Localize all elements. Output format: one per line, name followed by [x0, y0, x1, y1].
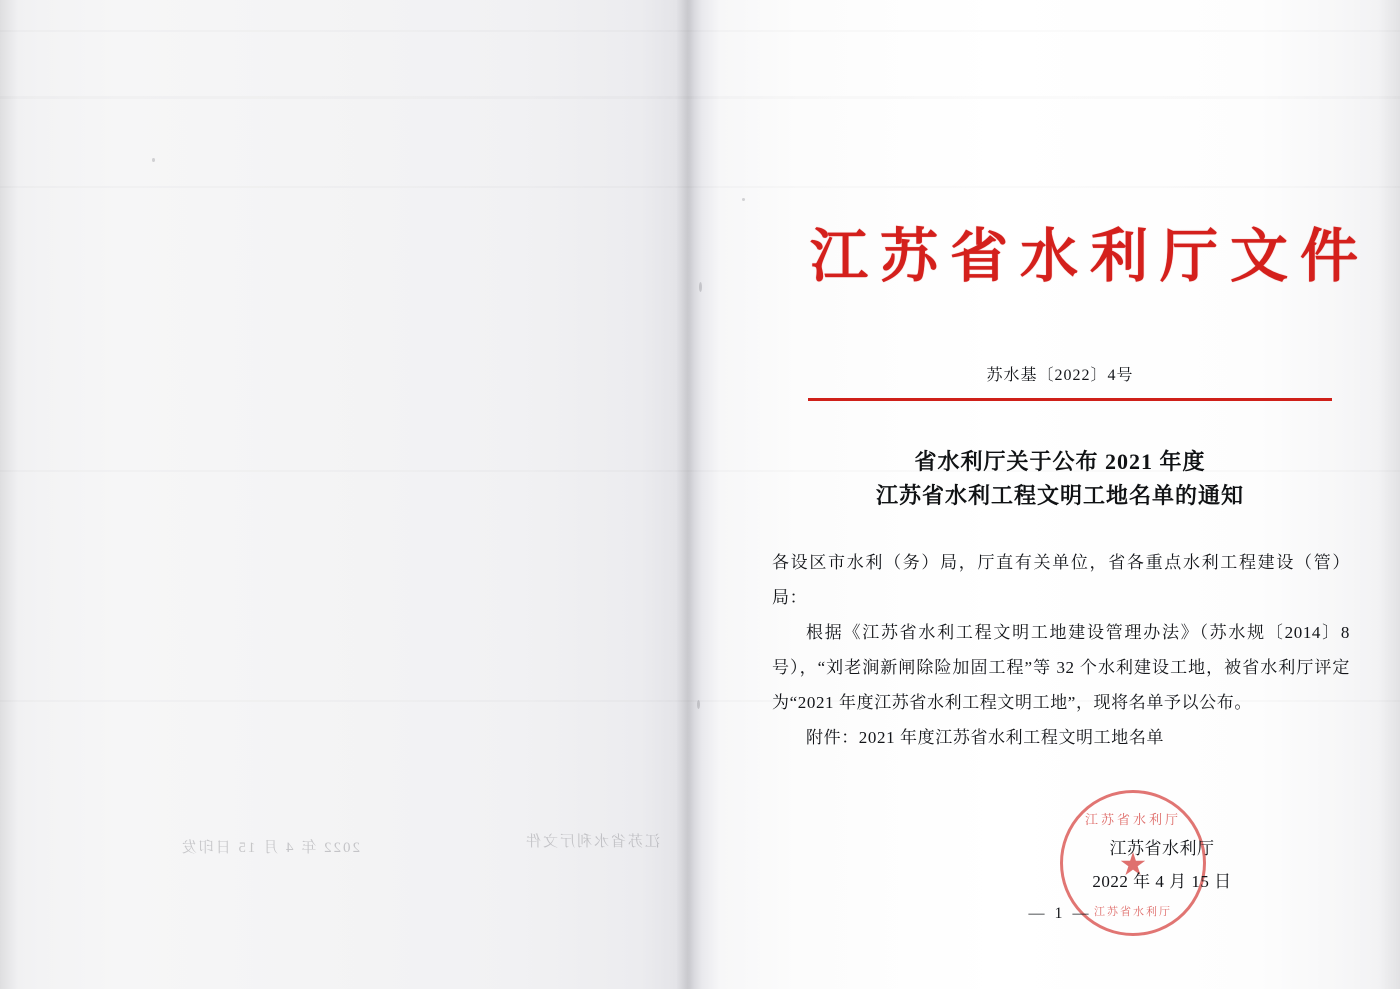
seal-top-text: 江苏省水利厅: [1084, 812, 1181, 827]
scan-speck: [699, 282, 702, 292]
show-through-text: [60, 830, 660, 890]
document-page: [760, 0, 1371, 989]
page-number: — 1 —: [1028, 905, 1092, 922]
document-body: [772, 545, 1350, 755]
show-through-line-2: 2022 年 4 月 15 日印发: [179, 840, 360, 856]
scan-speck: [697, 700, 700, 709]
page-edge-left-shadow: [0, 0, 18, 989]
body-paragraph-1: 根据《江苏省水利工程文明工地建设管理办法》（苏水规〔2014〕8 号），“刘老涧新闸除险加固工程”等 32 个水利建设工地，被省水利厅评定为“2021 年度江苏省水利工程文明工地”，现将名单予以公布。: [772, 623, 1350, 712]
signature-date: 2022 年 4 月 15 日: [1092, 872, 1232, 891]
page-edge-right-shadow: [1378, 0, 1400, 989]
page-title-line-1: 省水利厅关于公布 2021 年度: [914, 449, 1206, 474]
scan-speck: [742, 198, 745, 201]
page-title: [790, 445, 1330, 513]
page-title-line-2: 江苏省水利工程文明工地名单的通知: [875, 483, 1244, 508]
masthead-title: 江苏省水利厅文件: [810, 224, 1371, 289]
signer-name: 江苏省水利厅: [1109, 839, 1215, 858]
seal-star-icon: ★: [1119, 850, 1147, 880]
scan-speck: [152, 158, 155, 162]
page-fold-shadow: [676, 0, 702, 989]
salutation: 各设区市水利（务）局，厅直有关单位，省各重点水利工程建设（管）局：: [772, 553, 1350, 607]
attachment-line: 附件：2021 年度江苏省水利工程文明工地名单: [806, 728, 1165, 747]
document-number: 苏水基〔2022〕4号: [986, 367, 1134, 384]
seal-bottom-text: 江苏省水利厅: [1094, 906, 1172, 918]
red-divider-rule: [808, 398, 1332, 401]
signature-block: [1012, 832, 1312, 898]
show-through-line-1: 江苏省水利厅文件: [523, 834, 660, 850]
